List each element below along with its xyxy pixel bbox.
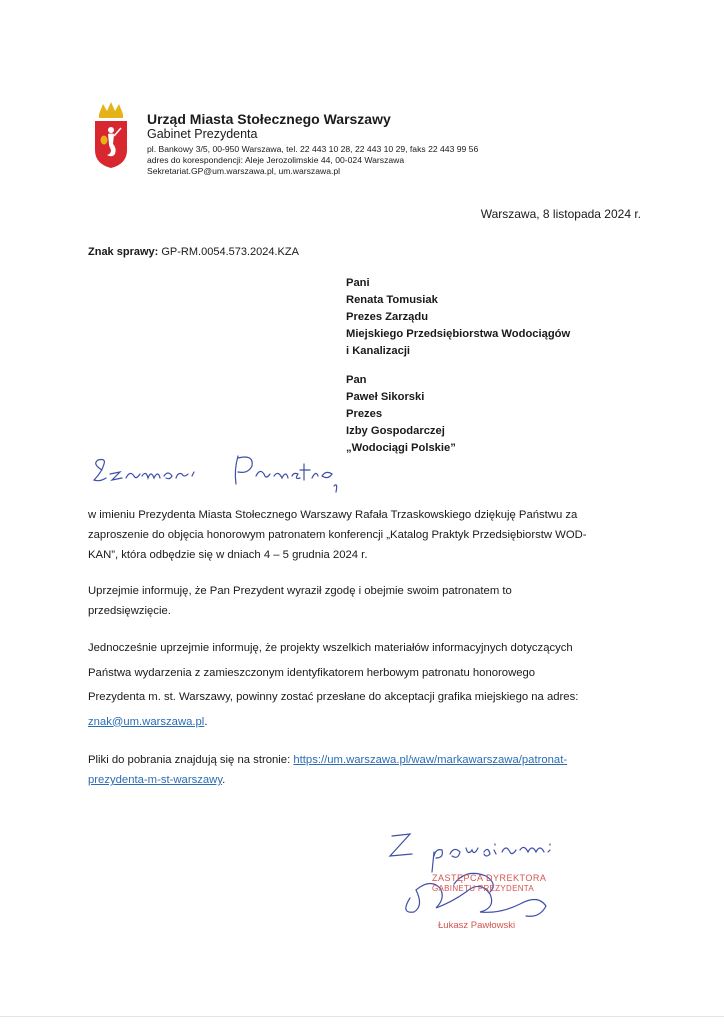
recipient-line: Prezes Zarządu	[346, 311, 429, 323]
recipient-line: „Wodociągi Polskie”	[346, 442, 456, 454]
org-subtitle: Gabinet Prezydenta	[147, 127, 258, 141]
case-label: Znak sprawy:	[88, 246, 159, 258]
address-line: pl. Bankowy 3/5, 00-950 Warszawa, tel. 22 443 10 28, 22 443 10 29, faks 22 443 99 56	[147, 144, 479, 154]
paragraph-consent	[88, 581, 648, 621]
stamp-title: ZASTĘPCA DYREKTORA	[432, 873, 547, 883]
recipient-block	[346, 275, 570, 360]
case-number: GP-RM.0054.573.2024.KZA	[161, 246, 299, 258]
punctuation: .	[222, 774, 226, 786]
patronage-link-continued[interactable]: prezydenta-m-st-warszawy	[88, 774, 223, 786]
email-link[interactable]: znak@um.warszawa.pl	[88, 715, 205, 728]
recipient-line: Pani	[346, 277, 370, 289]
paragraph-line: Prezydenta m. st. Warszawy, powinny zostać przesłane do akceptacji grafika miejskiego na adres:	[88, 691, 579, 703]
paragraph-line: Państwa wydarzenia z zamieszczonym identyfikatorem herbowym patronatu honorowego	[88, 666, 536, 679]
recipient-line: Izby Gospodarczej	[346, 425, 445, 437]
recipient-line: i Kanalizacji	[346, 345, 411, 357]
recipient-block	[346, 372, 456, 457]
org-name: Urząd Miasta Stołecznego Warszawy	[147, 111, 391, 127]
paragraph-materials	[88, 636, 648, 734]
address-line: Sekretariat.GP@um.warszawa.pl, um.warszawa.pl	[147, 166, 341, 176]
paragraph-line: zaproszenie do objęcia honorowym patronatem konferencji „Katalog Praktyk Przedsiębiorstw WOD-	[88, 529, 587, 541]
stamp-subtitle: GABINETU PREZYDENTA	[432, 884, 535, 893]
paragraph-line: Uprzejmie informuję, że Pan Prezydent wyraził zgodę i obejmie swoim patronatem to	[88, 585, 512, 597]
paragraph-line	[88, 770, 648, 790]
recipient-line: Paweł Sikorski	[346, 391, 425, 403]
recipient-line: Prezes	[346, 408, 383, 420]
paragraph-line: KAN”, która odbędzie się w dniach 4 – 5 grudnia 2024 r.	[88, 549, 368, 561]
paragraph-line: przedsięwzięcie.	[88, 605, 171, 617]
patronage-link[interactable]: https://um.warszawa.pl/waw/markawarszawa/patronat-	[293, 754, 568, 766]
recipient-line: Pan	[346, 374, 367, 386]
stamp-name: Łukasz Pawłowski	[438, 920, 516, 931]
paragraph-line: Jednocześnie uprzejmie informuję, że projekty wszelkich materiałów informacyjnych dotyczących	[88, 642, 573, 654]
address-line: adres do korespondencji: Aleje Jerozolimskie 44, 00-024 Warszawa	[147, 155, 405, 165]
page-bottom-divider	[0, 1016, 724, 1017]
paragraph-line	[88, 750, 648, 770]
warsaw-coat-of-arms-icon	[91, 100, 131, 170]
handwritten-greeting	[88, 450, 368, 502]
recipient-line: Renata Tomusiak	[346, 294, 438, 306]
paragraph-line	[88, 710, 648, 735]
org-address	[147, 144, 478, 177]
letter-date: Warszawa, 8 listopada 2024 r.	[480, 207, 641, 221]
punctuation: .	[204, 715, 208, 728]
paragraph-line: w imieniu Prezydenta Miasta Stołecznego Warszawy Rafała Trzaskowskiego dziękuję Państwu za	[88, 509, 578, 521]
case-reference	[88, 246, 299, 258]
recipient-line: Miejskiego Przedsiębiorstwa Wodociągów	[346, 328, 571, 340]
paragraph-downloads	[88, 750, 648, 790]
downloads-prefix: Pliki do pobrania znajdują się na stronie:	[88, 754, 294, 766]
paragraph-thanks	[88, 505, 648, 565]
